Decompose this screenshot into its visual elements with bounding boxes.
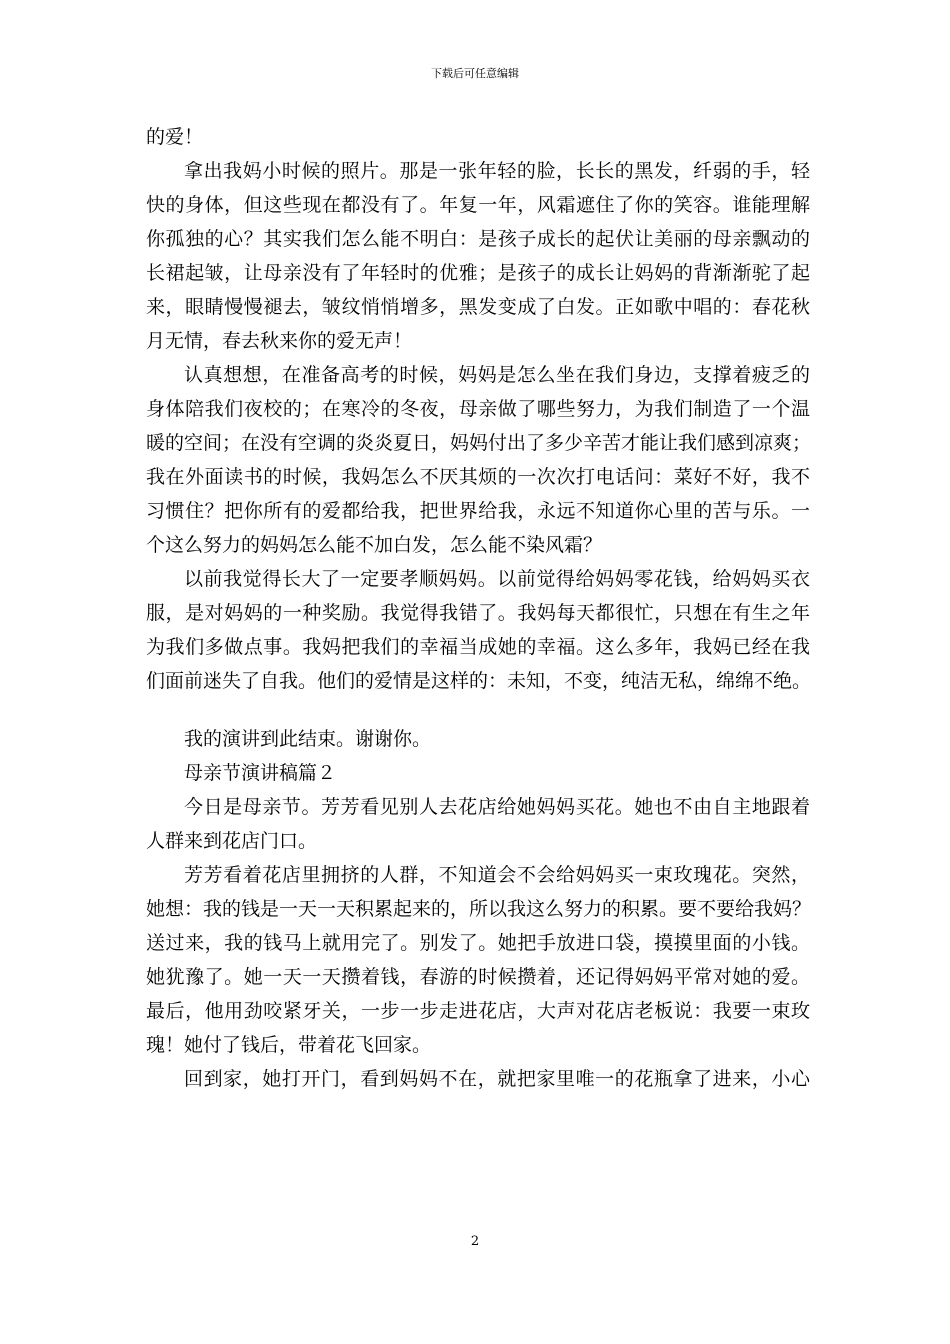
text-line: 快的身体，但这些现在都没有了。年复一年，风霜遮住了你的笑容。谁能理解 [146, 194, 810, 216]
text-line: 最后，他用劲咬紧牙关，一步一步走进花店，大声对花店老板说：我要一束玫 [146, 1000, 810, 1022]
page-number: 2 [470, 1234, 480, 1249]
text-line: 拿出我妈小时候的照片。那是一张年轻的脸，长长的黑发，纤弱的手，轻 [184, 160, 810, 182]
text-line: 服，是对妈妈的一种奖励。我觉得我错了。我妈每天都很忙，只想在有生之年 [146, 602, 810, 624]
text-line: 月无情，春去秋来你的爱无声！ [146, 330, 413, 352]
text-line: 习惯住？把你所有的爱都给我，把世界给我，永远不知道你心里的苦与乐。一 [146, 500, 810, 522]
text-line: 来，眼睛慢慢褪去，皱纹悄悄增多，黑发变成了白发。正如歌中唱的：春花秋 [146, 296, 810, 318]
section-title: 母亲节演讲稿篇２ [184, 762, 337, 784]
text-line: 我的演讲到此结束。谢谢你。 [184, 728, 432, 750]
text-line: 认真想想，在准备高考的时候，妈妈是怎么坐在我们身边，支撑着疲乏的 [184, 364, 810, 386]
text-line: 们面前迷失了自我。他们的爱情是这样的：未知，不变，纯洁无私，绵绵不绝。 [146, 670, 812, 692]
text-line: 的爱！ [146, 126, 204, 148]
text-line: 送过来，我的钱马上就用完了。别发了。她把手放进口袋，摸摸里面的小钱。 [146, 932, 810, 954]
text-line: 她犹豫了。她一天一天攒着钱，春游的时候攒着，还记得妈妈平常对她的爱。 [146, 966, 810, 988]
text-line: 她想：我的钱是一天一天积累起来的，所以我这么努力的积累。要不要给我妈？ [146, 898, 812, 920]
text-line: 暖的空间；在没有空调的炎炎夏日，妈妈付出了多少辛苦才能让我们感到凉爽； [146, 432, 812, 454]
text-line: 以前我觉得长大了一定要孝顺妈妈。以前觉得给妈妈零花钱，给妈妈买衣 [184, 568, 810, 590]
page-header: 下载后可任意编辑 [431, 67, 519, 80]
document-body [146, 120, 810, 1096]
text-line: 人群来到花店门口。 [146, 830, 318, 852]
text-line: 今日是母亲节。芳芳看见别人去花店给她妈妈买花。她也不由自主地跟着 [184, 796, 810, 818]
text-line: 我在外面读书的时候，我妈怎么不厌其烦的一次次打电话问：菜好不好，我不 [146, 466, 810, 488]
text-line: 身体陪我们夜校的；在寒冷的冬夜，母亲做了哪些努力，为我们制造了一个温 [146, 398, 810, 420]
text-line: 你孤独的心？其实我们怎么能不明白：是孩子成长的起伏让美丽的母亲飘动的 [146, 228, 810, 250]
text-line: 芳芳看着花店里拥挤的人群，不知道会不会给妈妈买一束玫瑰花。突然， [184, 864, 810, 886]
text-line: 瑰！她付了钱后，带着花飞回家。 [146, 1034, 432, 1056]
text-line: 长裙起皱，让母亲没有了年轻时的优雅；是孩子的成长让妈妈的背渐渐驼了起 [146, 262, 810, 284]
paragraph-gap [146, 698, 810, 722]
text-line: 回到家，她打开门，看到妈妈不在，就把家里唯一的花瓶拿了进来，小心 [184, 1068, 810, 1090]
text-line: 个这么努力的妈妈怎么能不加白发，怎么能不染风霜？ [146, 534, 603, 556]
text-line: 为我们多做点事。我妈把我们的幸福当成她的幸福。这么多年，我妈已经在我 [146, 636, 810, 658]
